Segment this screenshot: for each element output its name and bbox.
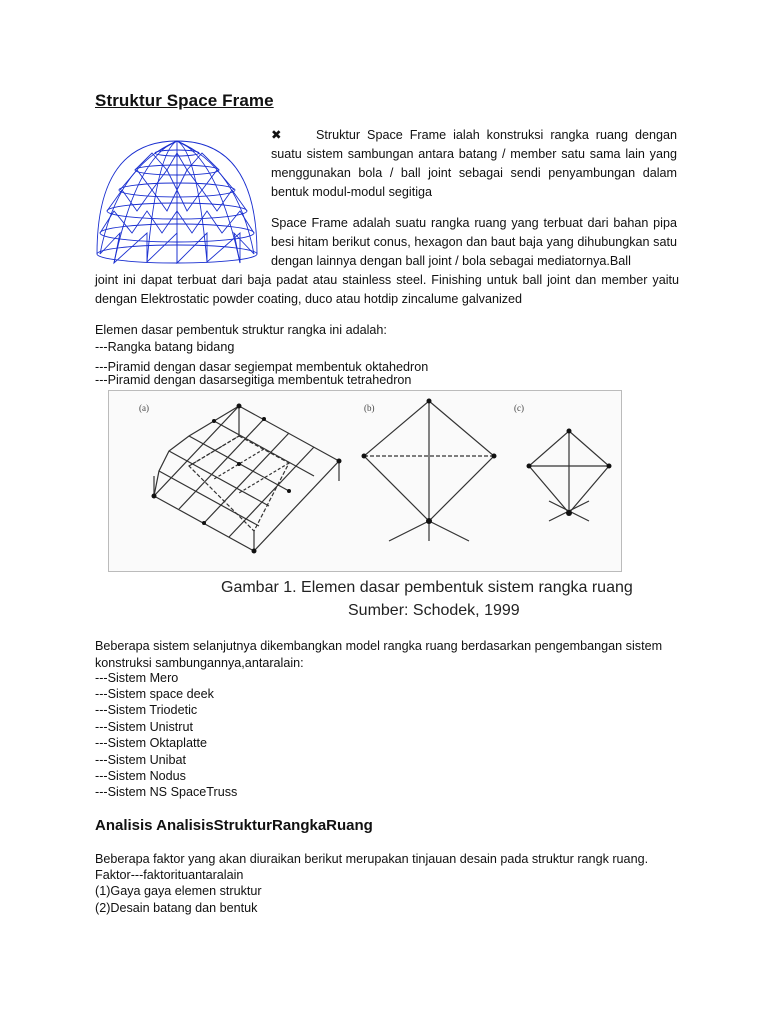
- list-item: ---Sistem Unistrut: [95, 720, 193, 734]
- list-item: ---Sistem NS SpaceTruss: [95, 785, 238, 799]
- list-item: ---Sistem Unibat: [95, 753, 186, 767]
- figure-source: Sumber: Schodek, 1999: [348, 602, 520, 619]
- list-item: ---Sistem space deek: [95, 687, 214, 701]
- elements-intro: Elemen dasar pembentuk struktur rangka ini adalah:: [95, 323, 387, 337]
- figure-label-b: (b): [364, 403, 375, 413]
- figure-label-c: (c): [514, 403, 524, 413]
- factors-label: Faktor---faktorituantaralain: [95, 868, 244, 882]
- dome-illustration: [92, 136, 262, 271]
- page-title: Struktur Space Frame: [95, 91, 274, 110]
- analysis-intro: Beberapa faktor yang akan diuraikan berikut merupakan tinjauan desain pada struktur rangk ruang.: [95, 852, 649, 866]
- list-item: ---Sistem Nodus: [95, 769, 186, 783]
- list-item: (2)Desain batang dan bentuk: [95, 901, 258, 915]
- intro-paragraph: ✖ Struktur Space Frame ialah konstruksi rangka ruang dengan suatu sistem sambungan antara batang / member satu sama lain yang menggunakan bola / ball joint sebagai sendi penyambungan dalam bentuk modul-modul segitiga: [271, 128, 677, 199]
- list-item: ---Sistem Triodetic: [95, 703, 198, 717]
- figure-space-frame-elements: [108, 390, 622, 572]
- figure-label-a: (a): [139, 403, 149, 413]
- section-heading: Analisis AnalisisStrukturRangkaRuang: [95, 817, 373, 834]
- figure-caption: Gambar 1. Elemen dasar pembentuk sistem rangka ruang: [221, 579, 633, 596]
- list-item: ---Rangka batang bidang: [95, 340, 235, 354]
- diagram-a: [154, 406, 339, 551]
- ball-joint-paragraph: joint ini dapat terbuat dari baja padat atau stainless steel. Finishing untuk ball joint dan member yaitu dengan Elektrostatic powder coating, duco atau hotdip zincalume galvanized: [95, 273, 679, 306]
- list-item: ---Sistem Oktaplatte: [95, 736, 207, 750]
- systems-intro: Beberapa sistem selanjutnya dikembangkan model rangka ruang berdasarkan pengembangan sistem konstruksi sambungannya,antaralain:: [95, 639, 663, 670]
- list-item: ---Sistem Mero: [95, 671, 179, 685]
- close-bullet-icon: ✖: [271, 128, 282, 142]
- space-frame-paragraph: Space Frame adalah suatu rangka ruang yang terbuat dari bahan pipa besi hitam berikut conus, hexagon dan baut baja yang dihubungkan satu dengan lainnya dengan ball joint / bola sebagai mediatornya.Ball: [271, 216, 677, 268]
- list-item: ---Piramid dengan dasarsegitiga membentuk tetrahedron: [95, 373, 412, 387]
- list-item: ---Piramid dengan dasar segiempat membentuk oktahedron: [95, 360, 429, 374]
- diagram-c: [529, 431, 609, 521]
- list-item: (1)Gaya gaya elemen struktur: [95, 884, 262, 898]
